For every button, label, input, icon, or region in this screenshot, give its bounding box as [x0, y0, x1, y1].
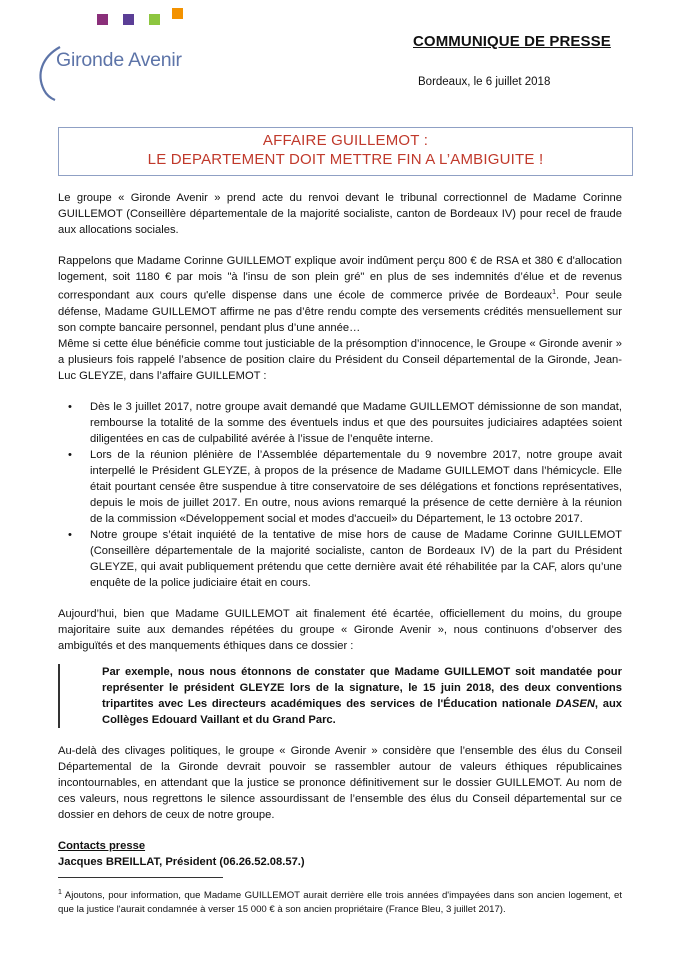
list-item	[58, 447, 622, 527]
paragraph-today: Aujourd’hui, bien que Madame GUILLEMOT ait finalement été écartée, officiellement du moins, du groupe majoritaire suite aux demandes répétées du groupe « Gironde Avenir », nous continuons d’observer des ambiguïtés et des manquements éthiques dans ce dossier :	[58, 607, 622, 652]
highlighted-example	[58, 664, 622, 728]
headline-line-2: LE DEPARTEMENT DOIT METTRE FIN A L’AMBIGUITE !	[147, 151, 544, 168]
list-item-text: Dès le 3 juillet 2017, notre groupe avait demandé que Madame GUILLEMOT démissionne de son mandat, rembourse la totalité de la somme des éventuels indus et que des poursuites judiciaires adaptées soient diligentées en cas de culpabilité avérée à l’issue de l’enquête interne.	[90, 400, 622, 445]
document-body	[58, 190, 622, 870]
paragraph-presumption: Même si cette élue bénéficie comme tout justiciable de la présomption d’innocence, le Groupe « Gironde avenir » a plusieurs fois rappelé l’absence de position claire du Président du Conseil départemental de la Gironde, Jean-Luc GLEYZE, dans l’affaire GUILLEMOT :	[58, 337, 622, 382]
bullet-icon: •	[68, 528, 72, 541]
contacts-heading: Contacts presse	[58, 839, 146, 852]
list-item	[58, 527, 622, 591]
paragraph-facts-text-2: . Pour seule défense, Madame GUILLEMOT affirme ne pas d’être rendu compte des versements crédités mensuellement sur son compte bancaire personnel, pendant plus d’une année…	[58, 289, 622, 334]
headline-line-1: AFFAIRE GUILLEMOT :	[262, 132, 429, 149]
paragraph-facts-text: Rappelons que Madame Corinne GUILLEMOT explique avoir indûment perçu 800 € de RSA et 380 € d'allocation logement, soit 1180 € par mois "à l'insu de son plein gré" en plus de ses indemnités d’élue et de revenus correspondant aux cours qu'elle dispense dans une école de commerce privée de Bordeaux	[58, 255, 622, 302]
logo-text: Gironde Avenir	[56, 49, 182, 71]
paragraph-facts	[58, 253, 622, 336]
footnote-divider	[58, 877, 223, 878]
bullet-icon: •	[68, 448, 72, 461]
footnote-text: Ajoutons, pour information, que Madame GUILLEMOT aurait derrière elle trois années d'impayées dans son ancien logement, et que la justice l'aurait condamnée à verser 15 000 € à son ancien propriétaire (France Bleu, 3 juillet 2017).	[58, 890, 622, 916]
highlighted-example-text-2: , aux Collèges Edouard Vaillant et du Grand Parc.	[102, 697, 622, 726]
footnote	[58, 886, 622, 917]
footnote-marker: 1	[58, 889, 62, 896]
contacts-person: Jacques BREILLAT, Président (06.26.52.08.57.)	[58, 855, 305, 868]
footnote-reference: 1	[552, 289, 556, 296]
highlighted-example-text: Par exemple, nous nous étonnons de constater que Madame GUILLEMOT soit mandatée pour représenter le président GLEYZE lors de la signature, le 15 juin 2018, des deux conventions tripartites avec Les directeurs académiques des services de l'Éducation nationale	[102, 665, 622, 710]
paragraph-intro: Le groupe « Gironde Avenir » prend acte du renvoi devant le tribunal correctionnel de Madame Corinne GUILLEMOT (Conseillère départementale de la majorité socialiste, canton de Bordeaux IV) pour recel de fraude aux allocations sociales.	[58, 192, 622, 236]
press-release-title: COMMUNIQUE DE PRESSE	[413, 33, 611, 50]
list-item-text: Lors de la réunion plénière de l’Assemblée départementale du 9 novembre 2017, notre groupe avait interpellé le Président GLEYZE, à propos de la présence de Madame GUILLEMOT dans l’hémicycle. Elle était pourtant censée être suspendue à titre conservatoire de ses délégations et fonctions représentatives, depuis le mois de juillet 2017. En outre, nous avions remarqué la présence de cette dernière à la réunion de la commission «Développement social et modes d'accueil» du Département, le 13 octobre 2017.	[90, 448, 622, 525]
bullet-list	[58, 399, 622, 591]
highlighted-example-acronym: DASEN	[555, 697, 595, 710]
date-line: Bordeaux, le 6 juillet 2018	[418, 76, 551, 88]
headline-box	[58, 127, 633, 176]
paragraph-conclusion: Au-delà des clivages politiques, le groupe « Gironde Avenir » considère que l’ensemble des élus du Conseil Départemental de la Gironde devrait pouvoir se rassembler autour de valeurs éthiques républicaines incontournables, en attendant que la justice se prononce définitivement sur le dossier GUILLEMOT. Au nom de ces valeurs, nous regrettons le silence assourdissant de l’ensemble des élus du Conseil départemental sur ce dossier en dehors de ceux de notre groupe.	[58, 744, 622, 821]
gironde-avenir-logo	[30, 12, 190, 102]
bullet-icon: •	[68, 400, 72, 413]
list-item	[58, 399, 622, 447]
list-item-text: Notre groupe s’était inquiété de la tentative de mise hors de cause de Madame Corinne GUILLEMOT (Conseillère départementale de la majorité socialiste, canton de Bordeaux IV) de la part du Président GLEYZE, qui avait publiquement prétendu que cette dernière avait été réhabilitée par la CAF, alors qu’une enquête de la police judiciaire était en cours.	[90, 528, 622, 589]
